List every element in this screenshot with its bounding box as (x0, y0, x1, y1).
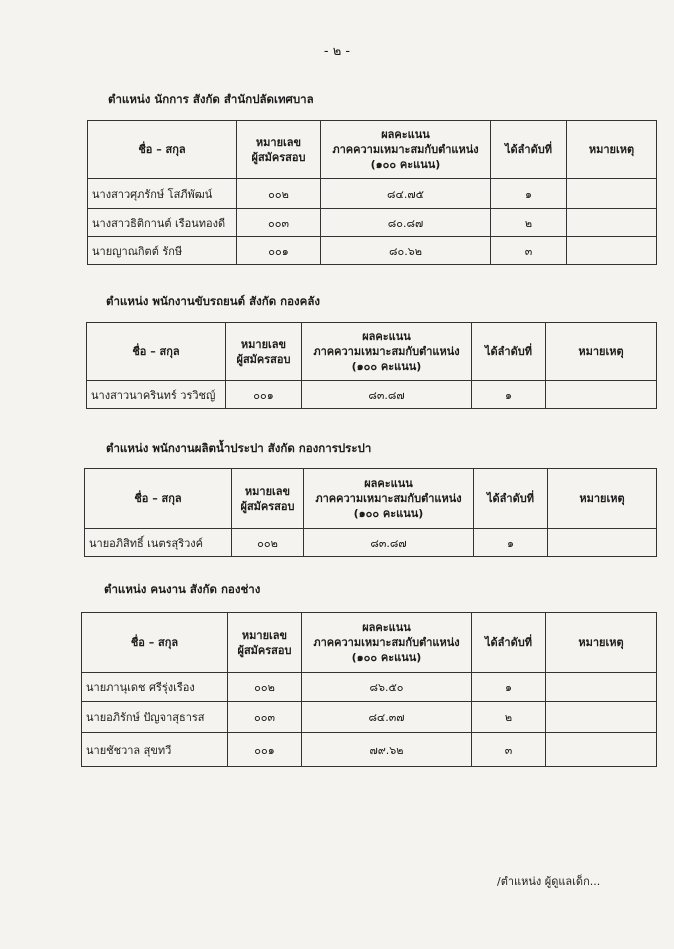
cell-remark (567, 209, 657, 237)
cell-remark (546, 702, 657, 733)
header-score: ผลคะแนน ภาคความเหมาะสมกับตำแหน่ง (๑๐๐ คะแนน) (304, 469, 474, 529)
cell-remark (546, 733, 657, 767)
header-applicant-no: หมายเลข ผู้สมัครสอบ (237, 121, 321, 179)
header-score: ผลคะแนน ภาคความเหมาะสมกับตำแหน่ง (๑๐๐ คะแนน) (302, 613, 472, 673)
header-name: ชื่อ – สกุล (87, 323, 226, 381)
cell-score: ๗๙.๖๒ (302, 733, 472, 767)
cell-score: ๘๓.๘๗ (302, 381, 472, 409)
cell-name: นางสาวธิติกานต์ เรือนทองดี (88, 209, 237, 237)
section-title: ตำแหน่ง คนงาน สังกัด กองช่าง (104, 582, 261, 596)
section-title: ตำแหน่ง พนักงานผลิตน้ำประปา สังกัด กองการประปา (106, 441, 372, 455)
cell-rank: ๒ (472, 702, 546, 733)
cell-score: ๘๖.๕๐ (302, 673, 472, 702)
header-rank: ได้ลำดับที่ (474, 469, 548, 529)
table-row (82, 733, 657, 767)
cell-rank: ๑ (472, 381, 546, 409)
table-row (88, 179, 657, 209)
cell-no: ๐๐๑ (228, 733, 302, 767)
continuation-note: /ตำแหน่ง ผู้ดูแลเด็ก... (497, 875, 601, 888)
cell-score: ๘๔.๗๕ (321, 179, 491, 209)
cell-no: ๐๐๓ (237, 209, 321, 237)
header-score: ผลคะแนน ภาคความเหมาะสมกับตำแหน่ง (๑๐๐ คะแนน) (321, 121, 491, 179)
cell-score: ๘๐.๘๗ (321, 209, 491, 237)
results-table (86, 322, 657, 409)
table-row (87, 381, 657, 409)
results-table (81, 612, 657, 767)
cell-name: นายญาณกิตต์ รักษี (88, 237, 237, 265)
cell-score: ๘๓.๘๗ (304, 529, 474, 557)
cell-no: ๐๐๑ (226, 381, 302, 409)
cell-remark (546, 381, 657, 409)
cell-name: นายชัชวาล สุขทวี (82, 733, 228, 767)
header-score: ผลคะแนน ภาคความเหมาะสมกับตำแหน่ง (๑๐๐ คะแนน) (302, 323, 472, 381)
results-table (87, 120, 657, 265)
cell-rank: ๓ (491, 237, 567, 265)
cell-rank: ๑ (491, 179, 567, 209)
cell-no: ๐๐๒ (228, 673, 302, 702)
cell-score: ๘๐.๖๒ (321, 237, 491, 265)
header-name: ชื่อ – สกุล (85, 469, 232, 529)
section-title: ตำแหน่ง พนักงานขับรถยนต์ สังกัด กองคลัง (106, 294, 321, 308)
header-remark: หมายเหตุ (548, 469, 657, 529)
table-row (82, 702, 657, 733)
cell-name: นายอภิรักษ์ ปัญจาสุธารส (82, 702, 228, 733)
cell-name: นางสาวนาครินทร์ วรวิชญ์ (87, 381, 226, 409)
table-row (82, 673, 657, 702)
table-row (85, 529, 657, 557)
header-rank: ได้ลำดับที่ (472, 613, 546, 673)
header-remark: หมายเหตุ (546, 323, 657, 381)
header-applicant-no: หมายเลข ผู้สมัครสอบ (228, 613, 302, 673)
cell-name: นายอภิสิทธิ์ เนตรสุริวงค์ (85, 529, 232, 557)
header-name: ชื่อ – สกุล (88, 121, 237, 179)
cell-name: นายภานุเดช ศรีรุ่งเรือง (82, 673, 228, 702)
cell-remark (567, 179, 657, 209)
cell-no: ๐๐๒ (237, 179, 321, 209)
cell-remark (567, 237, 657, 265)
section-title: ตำแหน่ง นักการ สังกัด สำนักปลัดเทศบาล (108, 92, 314, 106)
header-rank: ได้ลำดับที่ (472, 323, 546, 381)
cell-no: ๐๐๓ (228, 702, 302, 733)
header-rank: ได้ลำดับที่ (491, 121, 567, 179)
cell-rank: ๑ (472, 673, 546, 702)
cell-name: นางสาวศุภรักษ์ โสภีพัฒน์ (88, 179, 237, 209)
cell-score: ๘๔.๓๗ (302, 702, 472, 733)
header-applicant-no: หมายเลข ผู้สมัครสอบ (226, 323, 302, 381)
header-applicant-no: หมายเลข ผู้สมัครสอบ (232, 469, 304, 529)
cell-no: ๐๐๒ (232, 529, 304, 557)
page-number: - ๒ - (323, 44, 351, 59)
cell-rank: ๑ (474, 529, 548, 557)
cell-no: ๐๐๑ (237, 237, 321, 265)
cell-rank: ๒ (491, 209, 567, 237)
cell-remark (546, 673, 657, 702)
table-row (88, 209, 657, 237)
cell-rank: ๓ (472, 733, 546, 767)
table-row (88, 237, 657, 265)
header-remark: หมายเหตุ (567, 121, 657, 179)
header-name: ชื่อ – สกุล (82, 613, 228, 673)
results-table (84, 468, 657, 557)
header-remark: หมายเหตุ (546, 613, 657, 673)
cell-remark (548, 529, 657, 557)
